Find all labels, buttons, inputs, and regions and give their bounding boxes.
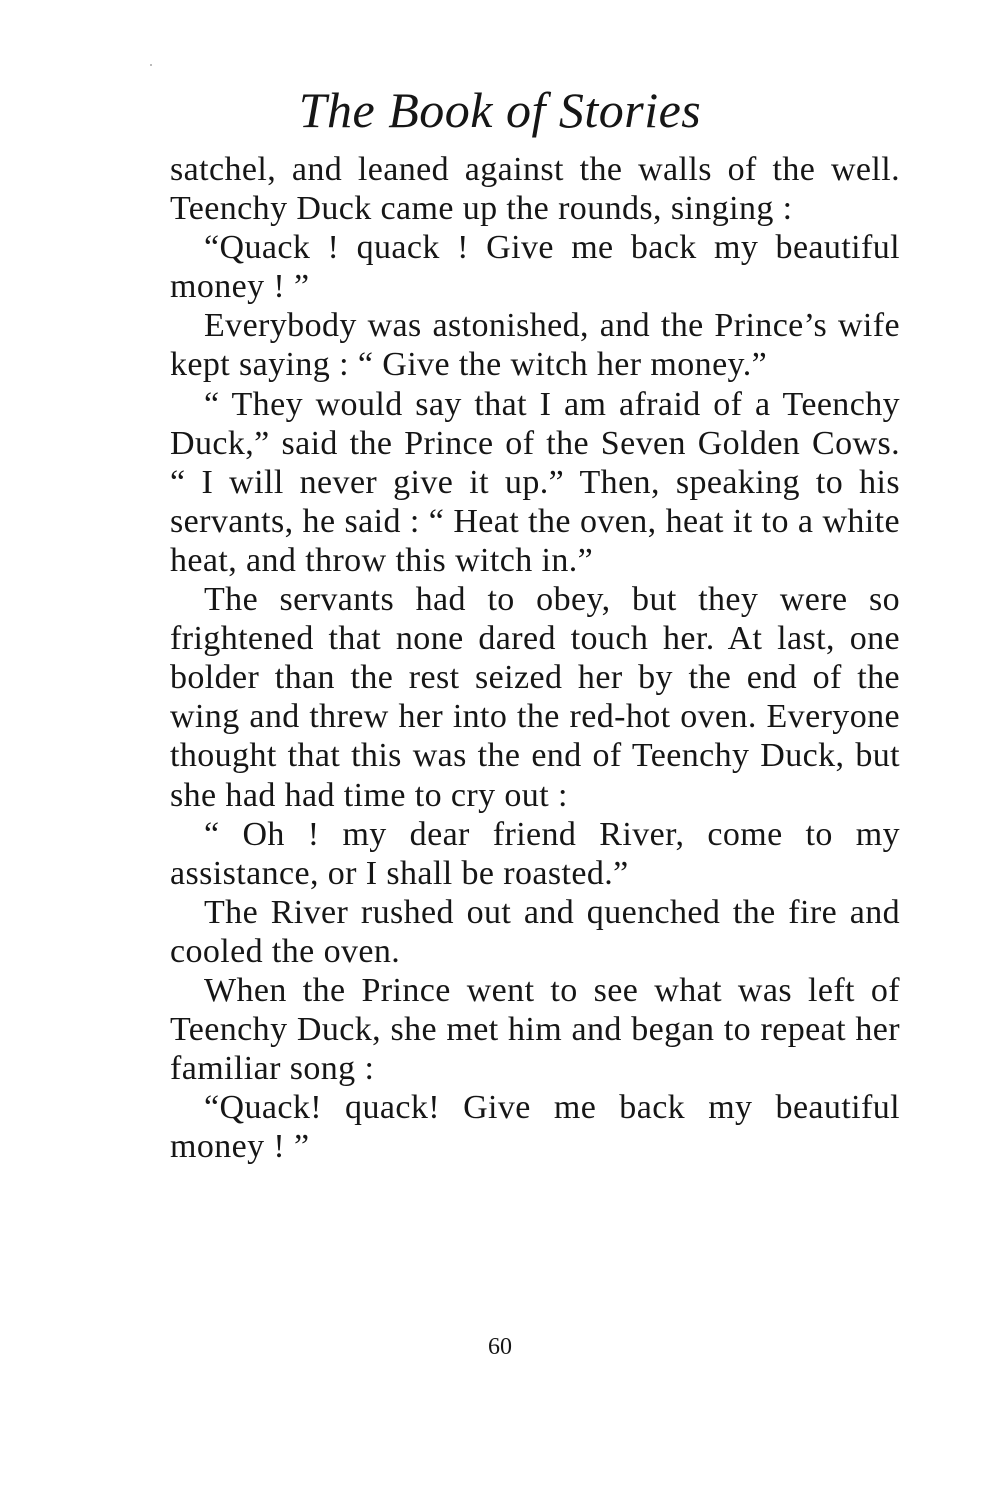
paragraph: The servants had to obey, but they were so frightened that none dared touch her. At last, one bolder than the rest seized her by the end of the wing and threw her into the red-hot oven. Everyone thought that this was the end of Teenchy Duck, but she had had time to cry out : xyxy=(170,581,900,814)
paragraph: When the Prince went to see what was left of Teenchy Duck, she met him and began to repeat her familiar song : xyxy=(170,971,900,1088)
paragraph: “Quack ! quack ! Give me back my beautiful money ! ” xyxy=(170,229,900,306)
paragraph: The River rushed out and quenched the fire and cooled the oven. xyxy=(170,893,900,970)
paragraph: satchel, and leaned against the walls of the well. Teenchy Duck came up the rounds, singing : xyxy=(170,151,900,228)
page-number: 60 xyxy=(488,1334,512,1360)
running-head: The Book of Stories xyxy=(298,82,702,138)
paragraph: “ They would say that I am afraid of a Teenchy Duck,” said the Prince of the Seven Golden Cows. “ I will never give it up.” Then, speaking to his servants, he said : “ Heat the oven, heat it to a white heat, and throw this witch in.” xyxy=(170,385,900,579)
scan-speck xyxy=(150,64,152,66)
paragraph: “ Oh ! my dear friend River, come to my assistance, or I shall be roasted.” xyxy=(170,815,900,892)
body-text xyxy=(170,150,900,1166)
paragraph: “Quack! quack! Give me back my beautiful money ! ” xyxy=(170,1089,900,1166)
paragraph: Everybody was astonished, and the Prince’s wife kept saying : “ Give the witch her money.” xyxy=(170,307,900,384)
